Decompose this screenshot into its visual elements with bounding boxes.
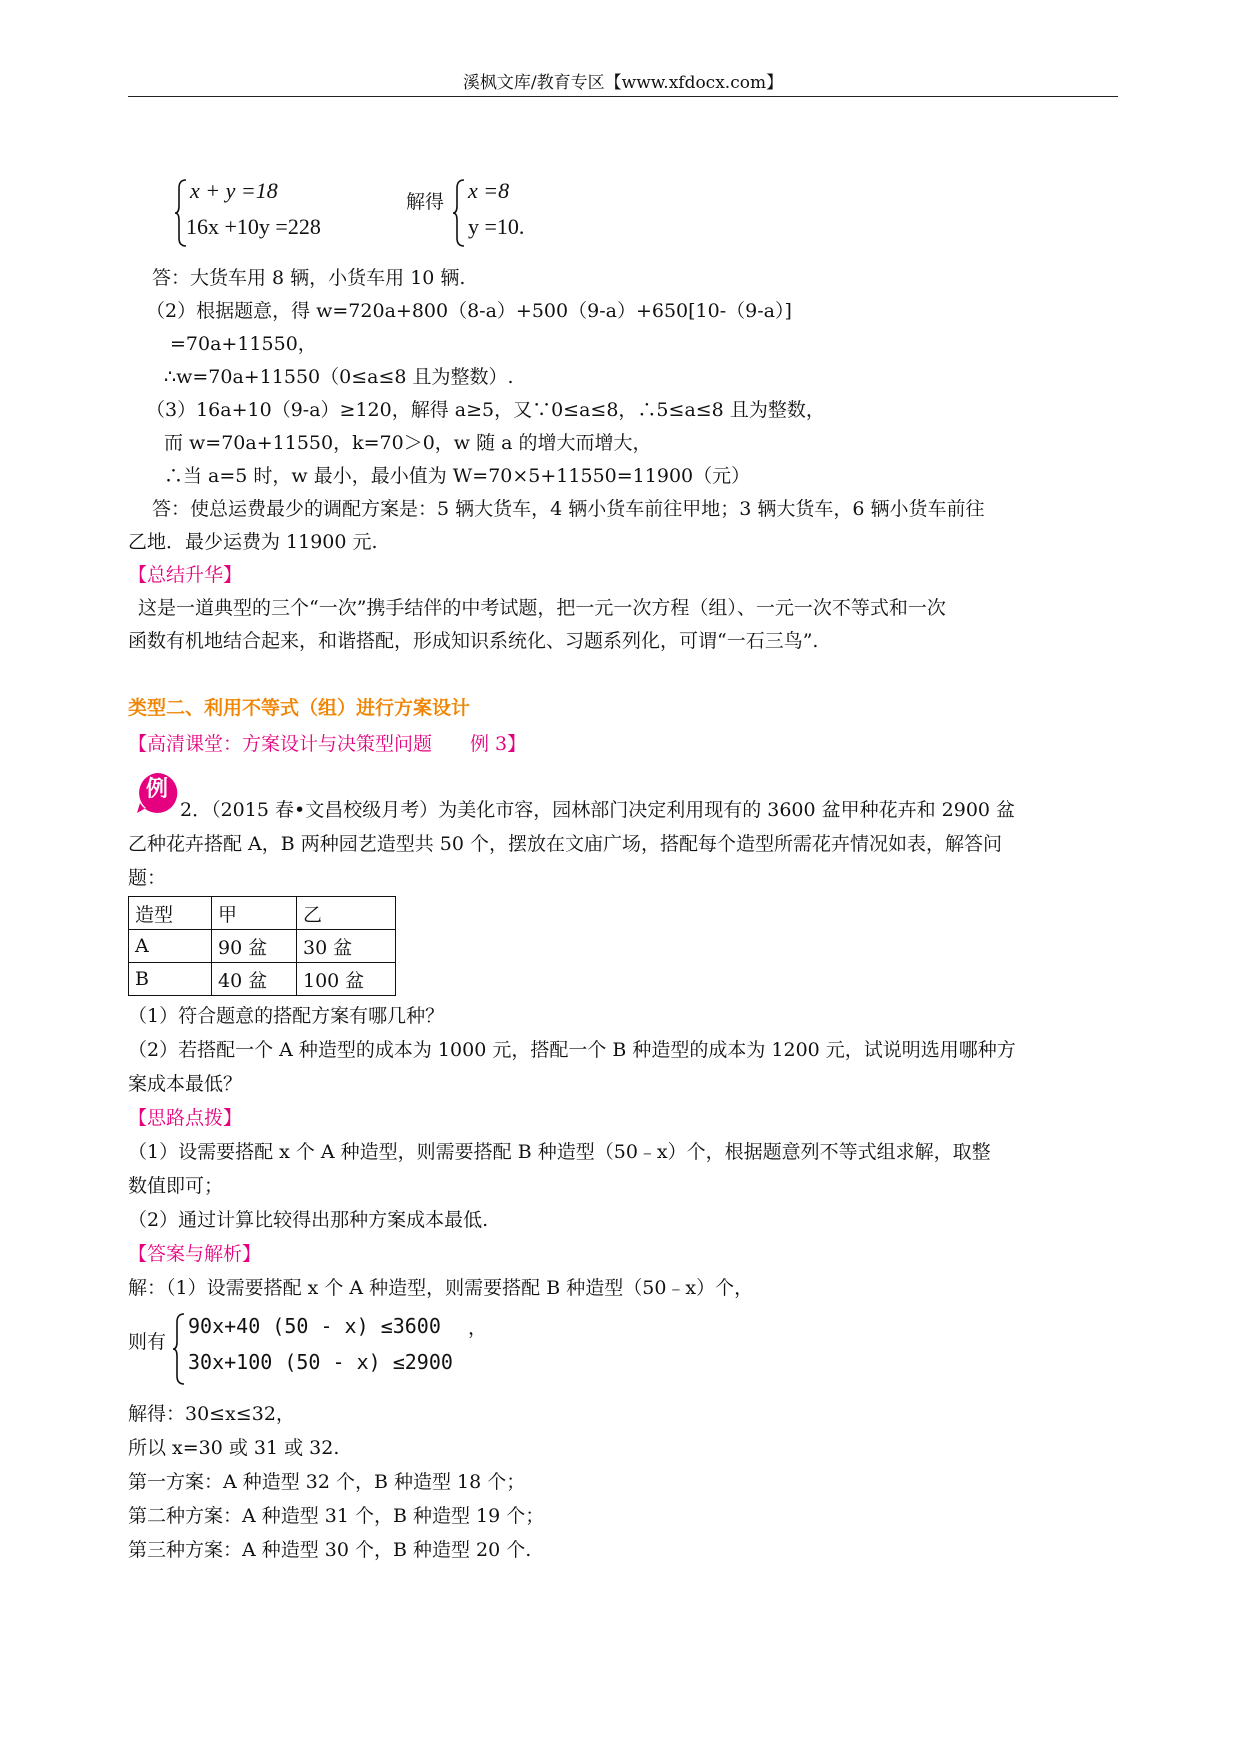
table-cell: A — [129, 930, 212, 963]
part2-line2: =70a+11550， — [170, 333, 317, 355]
table-header-cell: 造型 — [129, 897, 212, 930]
solution-line1: 解：（1）设需要搭配 x 个 A 种造型，则需要搭配 B 种造型（50﹣x）个， — [128, 1277, 754, 1299]
solution-line2: 解得：30≤x≤32， — [128, 1403, 295, 1425]
summary-line2: 函数有机地结合起来，和谐搭配，形成知识系统化、习题系列化，可谓“一石三鸟”. — [128, 630, 819, 652]
left-brace-solution — [452, 178, 466, 248]
hint-title: 【思路点拨】 — [128, 1107, 243, 1129]
section-title-type2: 类型二、利用不等式（组）进行方案设计 — [128, 697, 471, 719]
answer-title: 【答案与解析】 — [128, 1243, 262, 1265]
inequality-2: 30x+100 (50 - x) ≤2900 — [188, 1350, 453, 1374]
inequality-comma: ， — [468, 1317, 488, 1339]
summary-line1: 这是一道典型的三个“一次”携手结伴的中考试题，把一元一次方程（组）、一元一次不等式和一次 — [138, 597, 946, 619]
table-header-row — [129, 897, 396, 930]
page-header: 溪枫文库/教育专区【www.xfdocx.com】 — [462, 73, 784, 93]
answer-2-line2: 乙地．最少运费为 11900 元. — [128, 531, 378, 553]
question-line1: 2．（2015 春•文昌校级月考）为美化市容，园林部门决定利用现有的 3600 盆甲种花卉和 2900 盆 — [180, 799, 1016, 821]
inequality-1: 90x+40 (50 - x) ≤3600 — [188, 1314, 441, 1338]
table-cell: 100 盆 — [297, 963, 396, 996]
table-cell: 90 盆 — [212, 930, 297, 963]
part3-line2: 而 w=70a+11550，k=70＞0，w 随 a 的增大而增大， — [164, 432, 652, 454]
table-header-cell: 乙 — [297, 897, 396, 930]
part2-line3: ∴w=70a+11550（0≤a≤8 且为整数）. — [164, 366, 514, 388]
solution-2: y =10. — [468, 214, 525, 239]
answer-1: 答：大货车用 8 辆，小货车用 10 辆. — [152, 267, 466, 289]
table-cell: 30 盆 — [297, 930, 396, 963]
solution-line3: 所以 x=30 或 31 或 32. — [128, 1437, 340, 1459]
plan-1: 第一方案：A 种造型 32 个，B 种造型 18 个； — [128, 1471, 526, 1493]
plan-2: 第二种方案：A 种造型 31 个，B 种造型 19 个； — [128, 1505, 545, 1527]
left-brace-inequality — [172, 1312, 186, 1386]
hint-2: （2）通过计算比较得出那种方案成本最低. — [128, 1209, 489, 1231]
hint-1-line2: 数值即可； — [128, 1175, 224, 1197]
header-rule — [128, 96, 1118, 97]
question-part2-line1: （2）若搭配一个 A 种造型的成本为 1000 元，搭配一个 B 种造型的成本为 1200 元，试说明选用哪种方 — [128, 1039, 1016, 1061]
solve-label: 解得 — [406, 191, 445, 213]
summary-title: 【总结升华】 — [128, 564, 243, 586]
part3-line1: （3）16a+10（9-a）≥120，解得 a≥5，又∵0≤a≤8，∴5≤a≤8 且为整数， — [146, 399, 825, 421]
question-line3: 题： — [128, 867, 167, 889]
question-part2-line2: 案成本最低？ — [128, 1073, 243, 1095]
question-line2: 乙种花卉搭配 A，B 两种园艺造型共 50 个，摆放在文庙广场，搭配每个造型所需花卉情况如表，解答问 — [128, 833, 1003, 855]
table-cell: B — [129, 963, 212, 996]
flower-table — [128, 896, 396, 996]
table-row — [129, 930, 396, 963]
part3-line3: ∴当 a=5 时，w 最小，最小值为 W=70×5+11550=11900（元） — [164, 465, 751, 487]
table-row — [129, 963, 396, 996]
solution-1: x =8 — [468, 178, 510, 203]
table-header-cell: 甲 — [212, 897, 297, 930]
question-part1: （1）符合题意的搭配方案有哪几种？ — [128, 1005, 445, 1027]
answer-2-line1: 答：使总运费最少的调配方案是：5 辆大货车，4 辆小货车前往甲地；3 辆大货车，6 辆小货车前往 — [152, 498, 985, 520]
then-label: 则有 — [128, 1331, 167, 1353]
class-title: 【高清课堂：方案设计与决策型问题 例 3】 — [128, 733, 527, 755]
equation-1: x + y =18 — [190, 178, 278, 203]
plan-3: 第三种方案：A 种造型 30 个，B 种造型 20 个. — [128, 1539, 532, 1561]
part2-line1: （2）根据题意，得 w=720a+800（8-a）+500（9-a）+650[10-（9-a）] — [146, 300, 792, 322]
hint-1-line1: （1）设需要搭配 x 个 A 种造型，则需要搭配 B 种造型（50﹣x）个，根据题意列不等式组求解，取整 — [128, 1141, 991, 1163]
example-badge-label: 例 — [145, 777, 168, 802]
equation-2: 16x +10y =228 — [186, 214, 321, 239]
table-cell: 40 盆 — [212, 963, 297, 996]
